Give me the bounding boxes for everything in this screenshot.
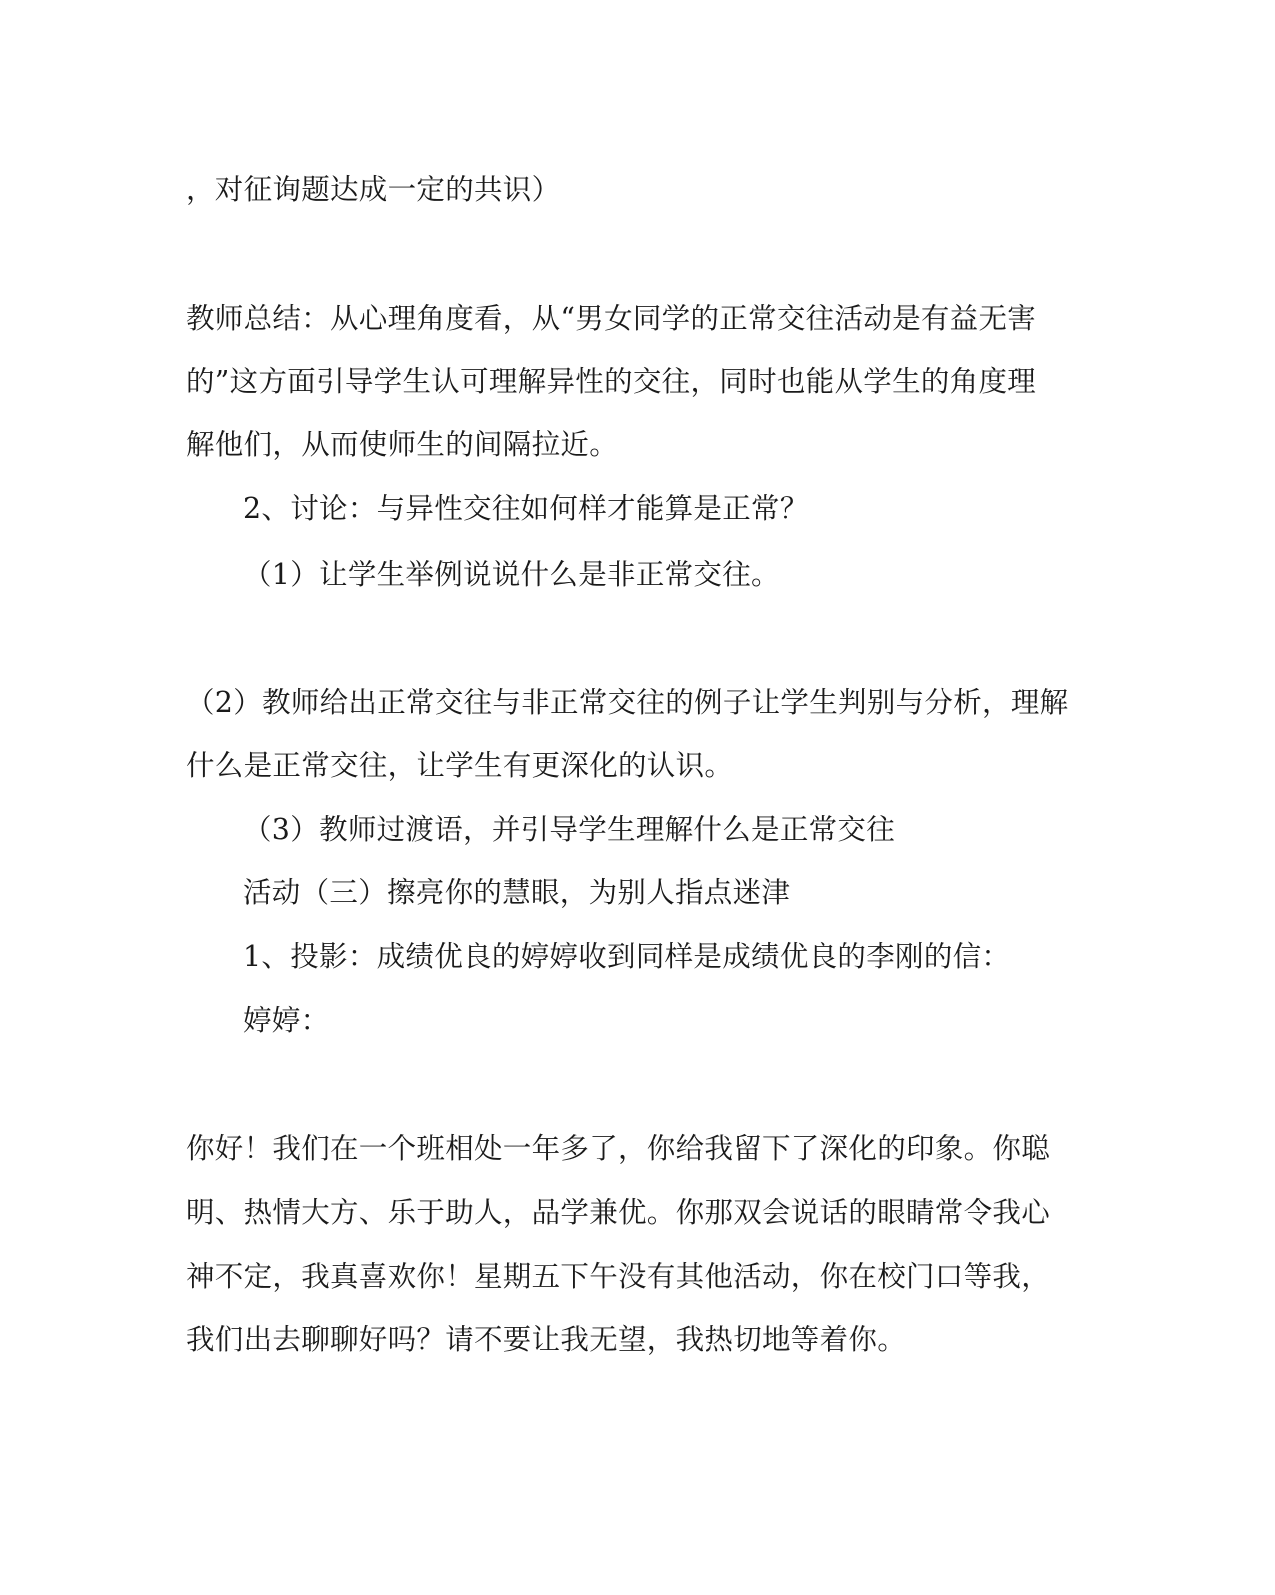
text-line: （1）让学生举例说说什么是非正常交往。 [243,558,780,591]
text-line: 教师总结：从心理角度看，从“男女同学的正常交往活动是有益无害 [186,302,1037,335]
text-line: 我们出去聊聊好吗？请不要让我无望，我热切地等着你。 [186,1323,907,1356]
text-line: 的”这方面引导学生认可理解异性的交往，同时也能从学生的角度理 [186,365,1037,398]
text-line: 明、热情大方、乐于助人，品学兼优。你那双会说话的眼睛常令我心 [186,1196,1051,1229]
text-line: ，对征询题达成一定的共识） [186,173,561,206]
text-line: 2、讨论：与异性交往如何样才能算是正常？ [243,492,809,525]
text-line: （3）教师过渡语，并引导学生理解什么是正常交往 [243,813,896,846]
text-line: 神不定，我真喜欢你！星期五下午没有其他活动，你在校门口等我， [186,1260,1051,1293]
text-line: 1、投影：成绩优良的婷婷收到同样是成绩优良的李刚的信： [243,940,1011,973]
text-line: 你好！我们在一个班相处一年多了，你给我留下了深化的印象。你聪 [186,1132,1051,1165]
text-line: 什么是正常交往，让学生有更深化的认识。 [186,749,734,782]
text-line: （2）教师给出正常交往与非正常交往的例子让学生判别与分析，理解 [186,686,1069,719]
text-line: 活动（三）擦亮你的慧眼，为别人指点迷津 [243,876,791,909]
text-line: 解他们，从而使师生的间隔拉近。 [186,428,619,461]
text-line: 婷婷： [243,1004,330,1037]
